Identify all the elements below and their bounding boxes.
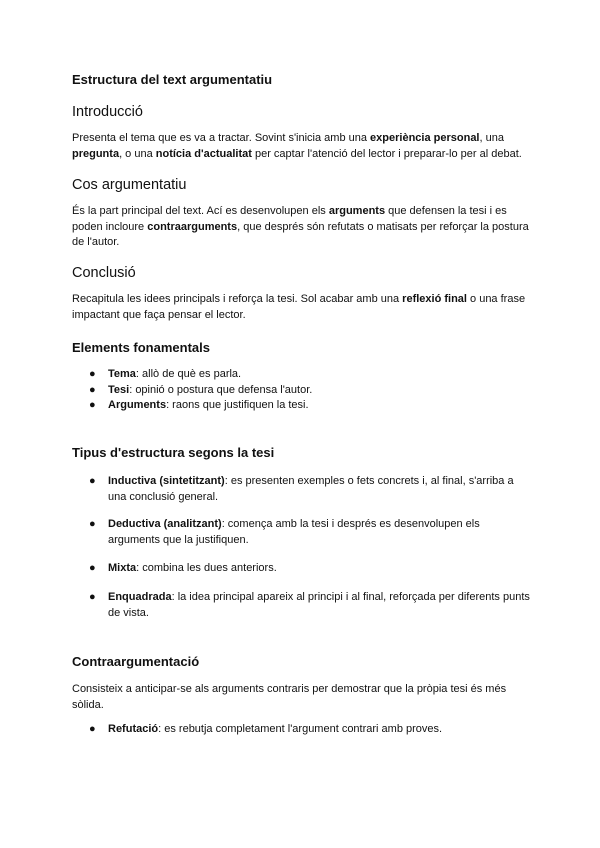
bold-term: pregunta	[72, 147, 120, 160]
list-item	[72, 383, 532, 399]
text-run: , o una	[119, 147, 156, 160]
paragraph-cos-argumentatiu	[72, 204, 532, 251]
text-run: Recapitula les idees principals i reforça la tesi. Sol acabar amb una	[72, 293, 403, 305]
text-run: , una	[479, 132, 504, 144]
text-run: o una frase impactant que faça pensar el lector.	[72, 293, 526, 321]
heading-introduccio: Introducció	[72, 104, 143, 120]
list-contraargumentacio	[72, 722, 532, 738]
bold-term: Enquadrada	[108, 591, 172, 603]
document-title: Estructura del text argumentatiu	[72, 72, 273, 87]
list-item	[72, 590, 532, 621]
bold-term: experiència personal	[370, 132, 480, 144]
heading-elements-fonamentals: Elements fonamentals	[72, 340, 210, 355]
paragraph-conclusio	[72, 292, 532, 323]
bullet-icon: ●	[89, 368, 96, 380]
item-text: : la idea principal apareix al principi i al final, reforçada per diferents punts de vista.	[108, 591, 530, 619]
bold-term: Arguments	[108, 399, 167, 411]
bullet-icon: ●	[89, 399, 96, 411]
list-item	[72, 561, 532, 577]
paragraph-contraargumentacio: Consisteix a anticipar-se als arguments contraris per demostrar que la pròpia tesi és més sòlida.	[72, 683, 507, 711]
bold-term: Tema	[108, 368, 136, 380]
list-tipus-estructura	[72, 517, 532, 548]
text-run: És la part principal del text. Ací es desenvolupen els	[72, 205, 329, 217]
bold-term: notícia d'actualitat	[155, 147, 252, 160]
item-text: : combina les dues anteriors.	[136, 562, 277, 574]
bold-term: Inductiva (sintetitzant)	[108, 475, 225, 487]
item-text: : es presenten exemples o fets concrets i, al final, s'arriba a una conclusió general.	[108, 475, 514, 503]
item-text: : allò de què es parla.	[135, 368, 242, 380]
list-item	[72, 398, 532, 414]
bullet-icon: ●	[89, 475, 96, 487]
bullet-icon: ●	[89, 383, 96, 396]
list-item	[72, 474, 532, 505]
paragraph-introduccio	[72, 131, 532, 162]
heading-conclusio: Conclusió	[72, 265, 136, 281]
list-item	[72, 722, 532, 738]
item-text: : es rebutja completament l'argument contrari amb proves.	[158, 723, 443, 735]
bold-term: arguments	[328, 205, 386, 217]
bullet-icon: ●	[89, 562, 96, 574]
bullet-icon: ●	[89, 591, 96, 603]
bold-term: Deductiva (analitzant)	[108, 518, 222, 530]
bold-term: reflexió final	[402, 293, 467, 305]
bullet-icon: ●	[89, 518, 96, 530]
bold-term: Mixta	[108, 562, 137, 574]
heading-cos-argumentatiu: Cos argumentatiu	[72, 177, 187, 193]
list-item	[72, 367, 532, 383]
bullet-icon: ●	[89, 723, 96, 735]
list-elements-fonamentals	[72, 367, 532, 414]
bold-term: Refutació	[108, 723, 159, 735]
text-run: Presenta el tema que es va a tractar. Sovint s'inicia amb una	[72, 132, 371, 144]
bold-term: contraarguments	[147, 220, 238, 233]
heading-tipus-estructura: Tipus d'estructura segons la tesi	[72, 445, 275, 460]
list-tipus-estructura	[72, 561, 532, 577]
item-text: : raons que justifiquen la tesi.	[166, 399, 309, 411]
item-text: : opinió o postura que defensa l'autor.	[129, 383, 313, 396]
text-run: que defensen la tesi i es poden incloure	[72, 205, 507, 233]
item-text: : comença amb la tesi i després es desenvolupen els arguments que la justifiquen.	[108, 518, 480, 546]
list-item	[72, 517, 532, 548]
text-run: , que després són refutats o matisats per reforçar la postura de l'autor.	[72, 220, 529, 248]
bold-term: Tesi	[108, 383, 130, 396]
list-tipus-estructura	[72, 590, 532, 621]
list-tipus-estructura	[72, 474, 532, 505]
text-run: per captar l'atenció del lector i preparar-lo per al debat.	[251, 147, 522, 160]
heading-contraargumentacio: Contraargumentació	[72, 654, 200, 669]
